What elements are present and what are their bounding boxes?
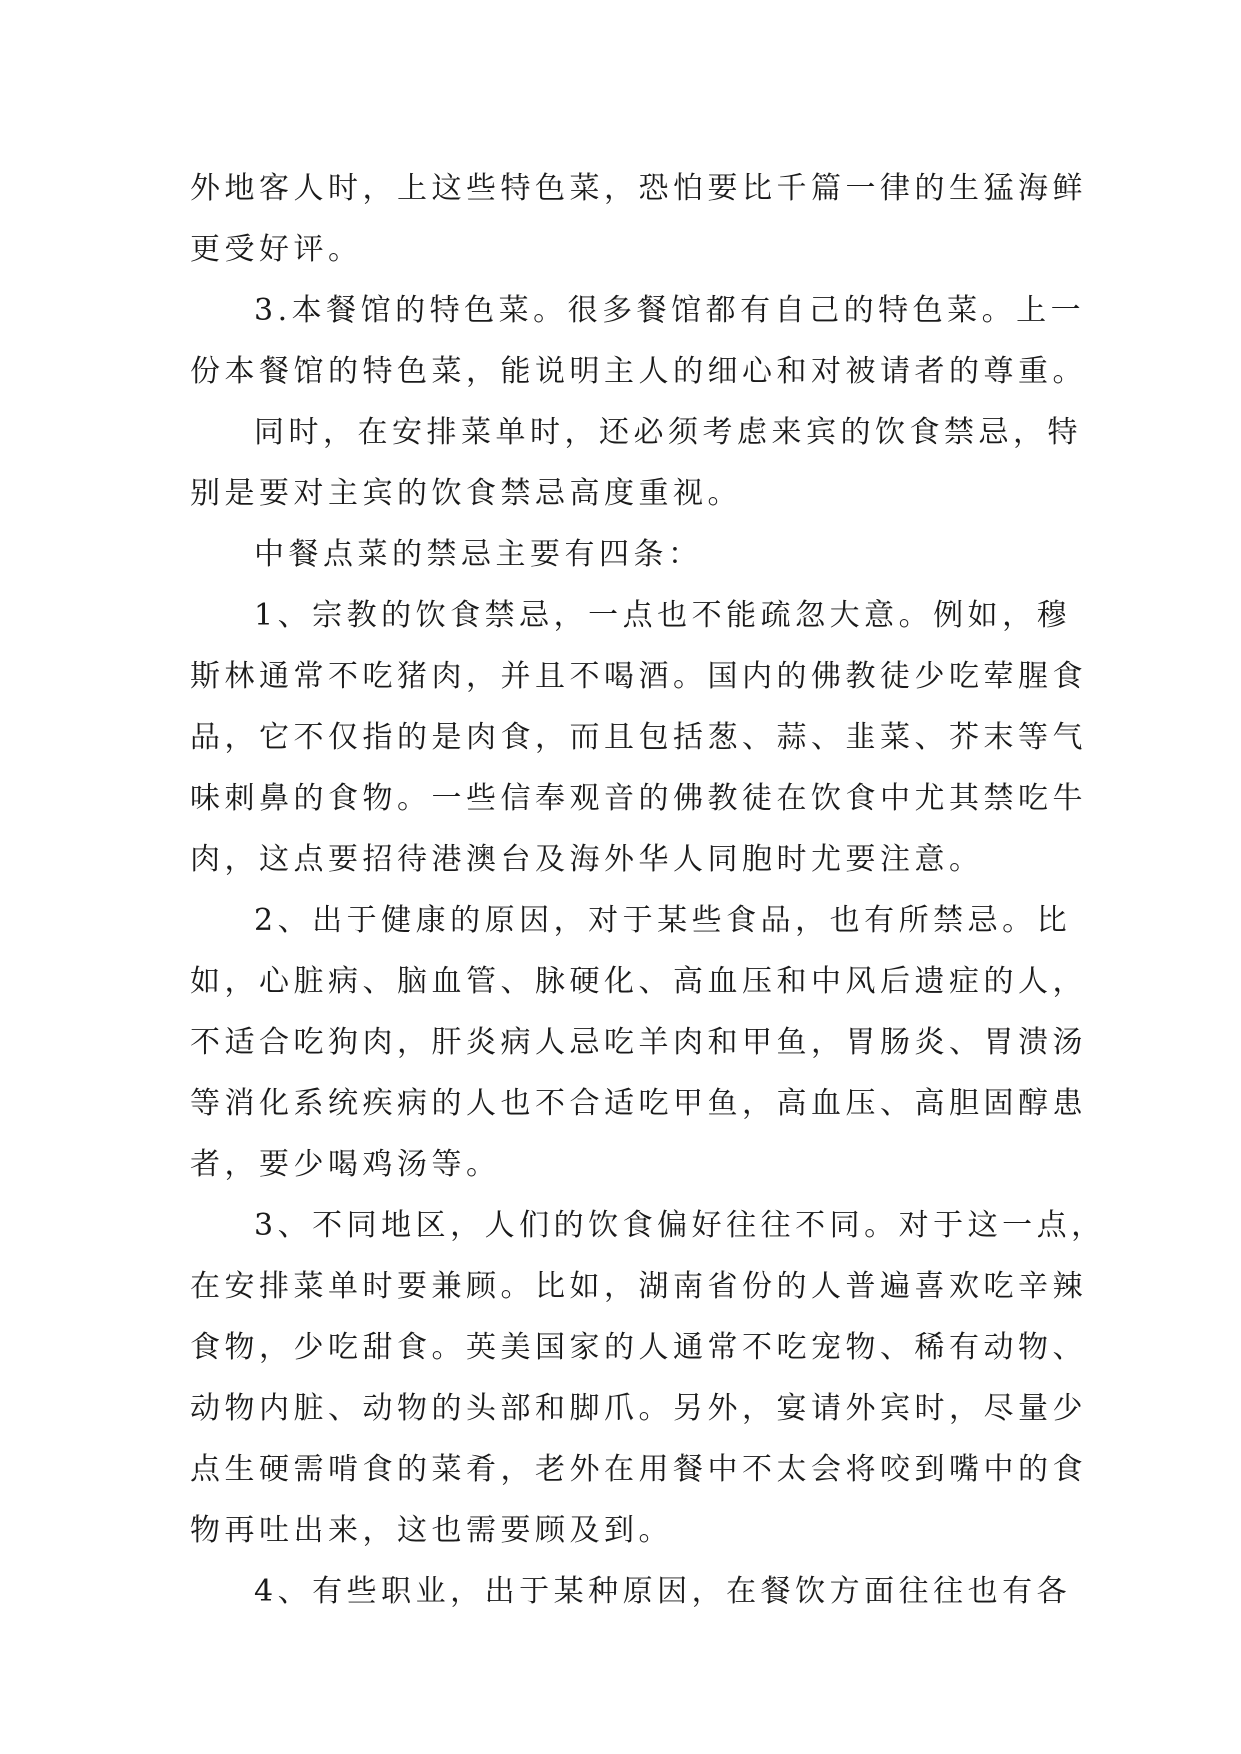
- paragraph: [190, 585, 1087, 890]
- text-line: 在安排菜单时要兼顾。比如，湖南省份的人普遍喜欢吃辛辣: [190, 1269, 1087, 1304]
- text-line: 等消化系统疾病的人也不合适吃甲鱼，高血压、高胆固醇患: [190, 1086, 1087, 1121]
- text-line: 斯林通常不吃猪肉，并且不喝酒。国内的佛教徒少吃荤腥食: [190, 659, 1087, 694]
- text-line: 外地客人时，上这些特色菜，恐怕要比千篇一律的生猛海鲜: [190, 171, 1087, 206]
- text-line: 者，要少喝鸡汤等。: [190, 1147, 501, 1182]
- text-line: 动物内脏、动物的头部和脚爪。另外，宴请外宾时，尽量少: [190, 1391, 1087, 1426]
- text-line: 味刺鼻的食物。一些信奉观音的佛教徒在饮食中尤其禁吃牛: [190, 781, 1087, 816]
- text-line: 3.本餐馆的特色菜。很多餐馆都有自己的特色菜。上一: [254, 293, 1086, 328]
- text-line: 2、出于健康的原因，对于某些食品，也有所禁忌。比: [254, 903, 1072, 938]
- text-line: 份本餐馆的特色菜，能说明主人的细心和对被请者的尊重。: [190, 354, 1087, 389]
- text-line: 如，心脏病、脑血管、脉硬化、高血压和中风后遗症的人，: [190, 964, 1087, 999]
- text-line: 1、宗教的饮食禁忌，一点也不能疏忽大意。例如，穆: [254, 598, 1072, 633]
- paragraph: [190, 402, 1082, 524]
- text-line: 更受好评。: [190, 232, 363, 267]
- paragraph: [190, 1195, 1106, 1561]
- paragraph: [190, 158, 1087, 280]
- text-line: 物再吐出来，这也需要顾及到。: [190, 1513, 673, 1548]
- text-line: 食物，少吃甜食。英美国家的人通常不吃宠物、稀有动物、: [190, 1330, 1087, 1365]
- paragraph: [190, 280, 1087, 402]
- text-line: 不适合吃狗肉，肝炎病人忌吃羊肉和甲鱼，胃肠炎、胃溃汤: [190, 1025, 1087, 1060]
- text-line: 品，它不仅指的是肉食，而且包括葱、蒜、韭菜、芥末等气: [190, 720, 1087, 755]
- text-line: 中餐点菜的禁忌主要有四条：: [254, 537, 703, 572]
- paragraph: [190, 524, 1070, 585]
- text-line: 别是要对主宾的饮食禁忌高度重视。: [190, 476, 742, 511]
- paragraph: [190, 890, 1087, 1195]
- text-line: 肉，这点要招待港澳台及海外华人同胞时尤要注意。: [190, 842, 984, 877]
- text-line: 同时，在安排菜单时，还必须考虑来宾的饮食禁忌，特: [254, 415, 1082, 450]
- text-line: 3、不同地区，人们的饮食偏好往往不同。对于这一点，: [254, 1208, 1106, 1243]
- document-body: [190, 158, 1106, 1622]
- text-line: 4、有些职业，出于某种原因，在餐饮方面往往也有各: [254, 1574, 1072, 1609]
- paragraph: [190, 1561, 1070, 1622]
- text-line: 点生硬需啃食的菜肴，老外在用餐中不太会将咬到嘴中的食: [190, 1452, 1087, 1487]
